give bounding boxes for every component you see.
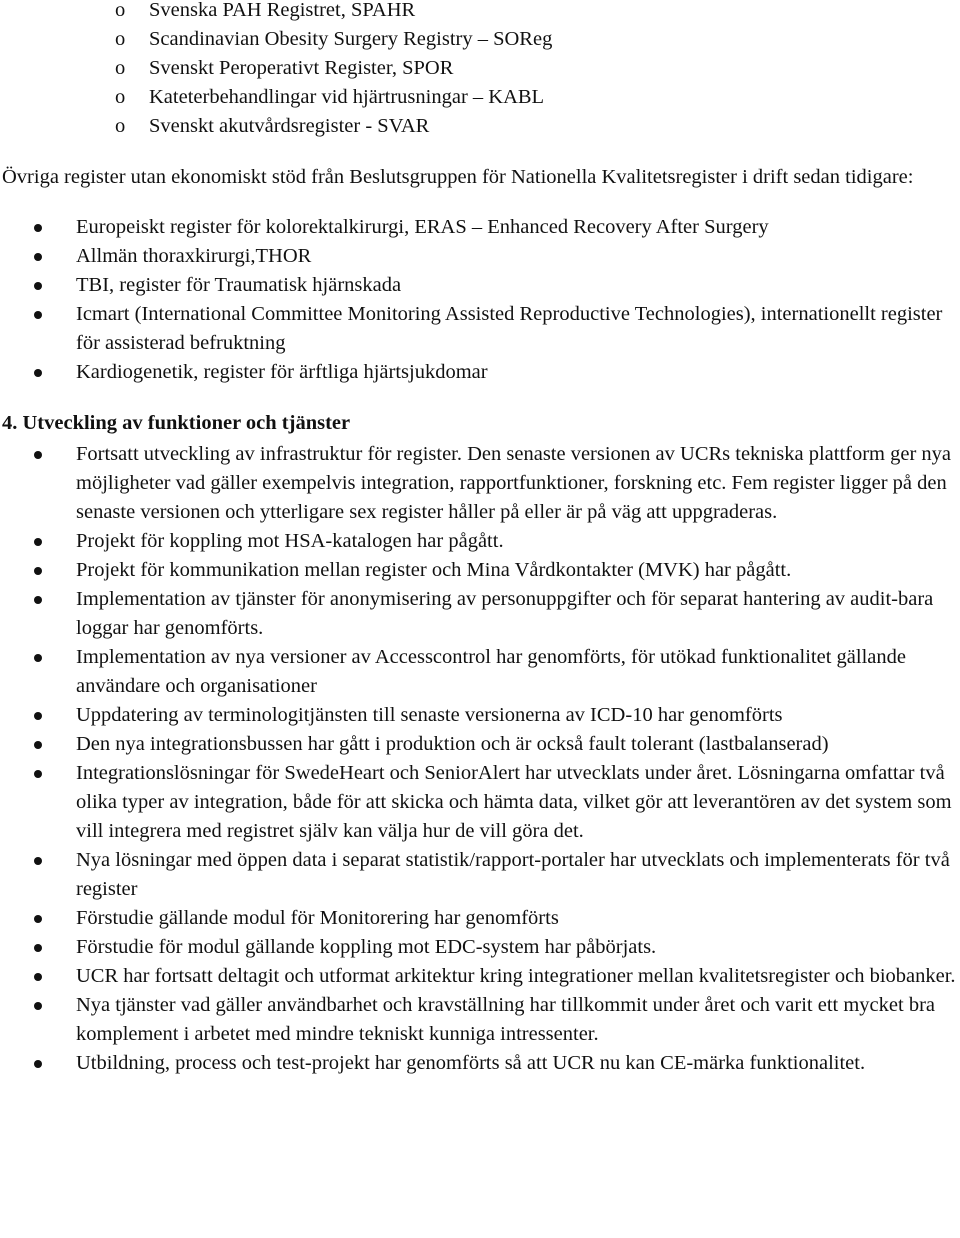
list-item (0, 271, 960, 300)
list-item (0, 759, 960, 846)
bullet-icon (34, 915, 42, 923)
list-item-text: Kardiogenetik, register för ärftliga hjärtsjukdomar (76, 360, 488, 383)
bullet-icon (34, 253, 42, 261)
list-item-text: UCR har fortsatt deltagit och utformat arkitektur kring integrationer mellan kvalitetsregister och biobanker. (76, 964, 956, 987)
list-item (0, 300, 960, 358)
bullet-icon (34, 596, 42, 604)
list-marker: o (115, 86, 126, 108)
list-item (0, 643, 960, 701)
bullet-icon (34, 224, 42, 232)
list-item-text: Integrationslösningar för SwedeHeart och SeniorAlert har utvecklats under året. Lösningarna omfattar två olika typer av integration, både för att skicka och hämta data, vilket gör att leverantören av det system som vill integrera med registret själv kan välja hur de vill göra det. (76, 761, 952, 842)
list-item (0, 556, 960, 585)
bullet-icon (34, 311, 42, 319)
list-item-text: Kateterbehandlingar vid hjärtrusningar – KABL (149, 86, 545, 108)
list-item (0, 1049, 960, 1078)
registry-sublist (0, 0, 960, 141)
list-item (0, 962, 960, 991)
list-item (0, 25, 960, 54)
list-item-text: Svenskt akutvårdsregister - SVAR (149, 115, 430, 137)
bullet-icon (34, 973, 42, 981)
bullet-icon (34, 1060, 42, 1068)
list-item (0, 527, 960, 556)
list-marker: o (115, 0, 126, 21)
list-item-text: TBI, register för Traumatisk hjärnskada (76, 273, 402, 296)
list-item-text: Icmart (International Committee Monitoring Assisted Reproductive Technologies), internationellt register för assisterad befruktning (76, 302, 943, 354)
bullet-icon (34, 282, 42, 290)
bullet-icon (34, 654, 42, 662)
list-item-text: Uppdatering av terminologitjänsten till senaste versionerna av ICD-10 har genomförts (76, 703, 783, 726)
intro-paragraph: Övriga register utan ekonomiskt stöd från Beslutsgruppen för Nationella Kvalitetsregister i drift sedan tidigare: (2, 166, 914, 188)
list-item-text: Svenskt Peroperativt Register, SPOR (149, 57, 454, 79)
list-item (0, 440, 960, 527)
list-item-text: Projekt för kommunikation mellan register och Mina Vårdkontakter (MVK) har pågått. (76, 558, 792, 581)
list-item-text: Projekt för koppling mot HSA-katalogen har pågått. (76, 529, 504, 552)
bullet-icon (34, 567, 42, 575)
bullet-icon (34, 538, 42, 546)
list-item (0, 846, 960, 904)
list-item (0, 730, 960, 759)
list-item-text: Implementation av tjänster för anonymisering av personuppgifter och för separat hantering av audit-bara loggar har genomförts. (76, 587, 934, 639)
list-item-text: Scandinavian Obesity Surgery Registry – SOReg (149, 28, 553, 50)
bullet-icon (34, 770, 42, 778)
list-item-text: Utbildning, process och test-projekt har genomförts så att UCR nu kan CE-märka funktionalitet. (76, 1051, 866, 1074)
list-item (0, 358, 960, 387)
list-item (0, 242, 960, 271)
list-marker: o (115, 57, 126, 79)
list-item-text: Nya tjänster vad gäller användbarhet och kravställning har tillkommit under året och varit ett mycket bra komplement i arbetet med mindre tekniskt kunniga intressenter. (76, 993, 935, 1045)
bullet-icon (34, 712, 42, 720)
list-item-text: Förstudie för modul gällande koppling mot EDC-system har påbörjats. (76, 935, 657, 958)
list-item (0, 933, 960, 962)
list-item-text: Svenska PAH Registret, SPAHR (149, 0, 416, 21)
bullet-icon (34, 741, 42, 749)
list-item (0, 585, 960, 643)
list-item (0, 83, 960, 112)
list-item-text: Den nya integrationsbussen har gått i produktion och är också fault tolerant (lastbalanserad) (76, 732, 829, 755)
list-item-text: Fortsatt utveckling av infrastruktur för register. Den senaste versionen av UCRs tekniska plattform ger nya möjligheter vad gäller exempelvis integration, rapportfunktioner, forskning etc. Fem register ligger på den senaste versionen och ytterligare sex register håller på eller är på väg att uppgraderas. (76, 442, 952, 523)
section-heading: 4. Utveckling av funktioner och tjänster (2, 411, 351, 434)
list-marker: o (115, 115, 126, 137)
list-marker: o (115, 28, 126, 50)
list-item (0, 904, 960, 933)
bullet-icon (34, 369, 42, 377)
list-item-text: Förstudie gällande modul för Monitorering har genomförts (76, 906, 559, 929)
list-item (0, 213, 960, 242)
bullet-icon (34, 451, 42, 459)
list-item (0, 54, 960, 83)
list-item (0, 991, 960, 1049)
bullet-icon (34, 1002, 42, 1010)
list-item (0, 112, 960, 141)
list-item-text: Implementation av nya versioner av Accesscontrol har genomförts, för utökad funktionalitet gällande användare och organisationer (76, 645, 906, 697)
section-4-list (0, 440, 960, 1078)
list-item (0, 0, 960, 25)
list-item-text: Nya lösningar med öppen data i separat statistik/rapport-portaler har utvecklats och implementerats för två register (76, 848, 950, 900)
bullet-icon (34, 944, 42, 952)
list-item-text: Europeiskt register för kolorektalkirurgi, ERAS – Enhanced Recovery After Surgery (76, 215, 769, 238)
list-item-text: Allmän thoraxkirurgi,THOR (76, 244, 312, 267)
other-registers-list (0, 213, 960, 387)
list-item (0, 701, 960, 730)
bullet-icon (34, 857, 42, 865)
